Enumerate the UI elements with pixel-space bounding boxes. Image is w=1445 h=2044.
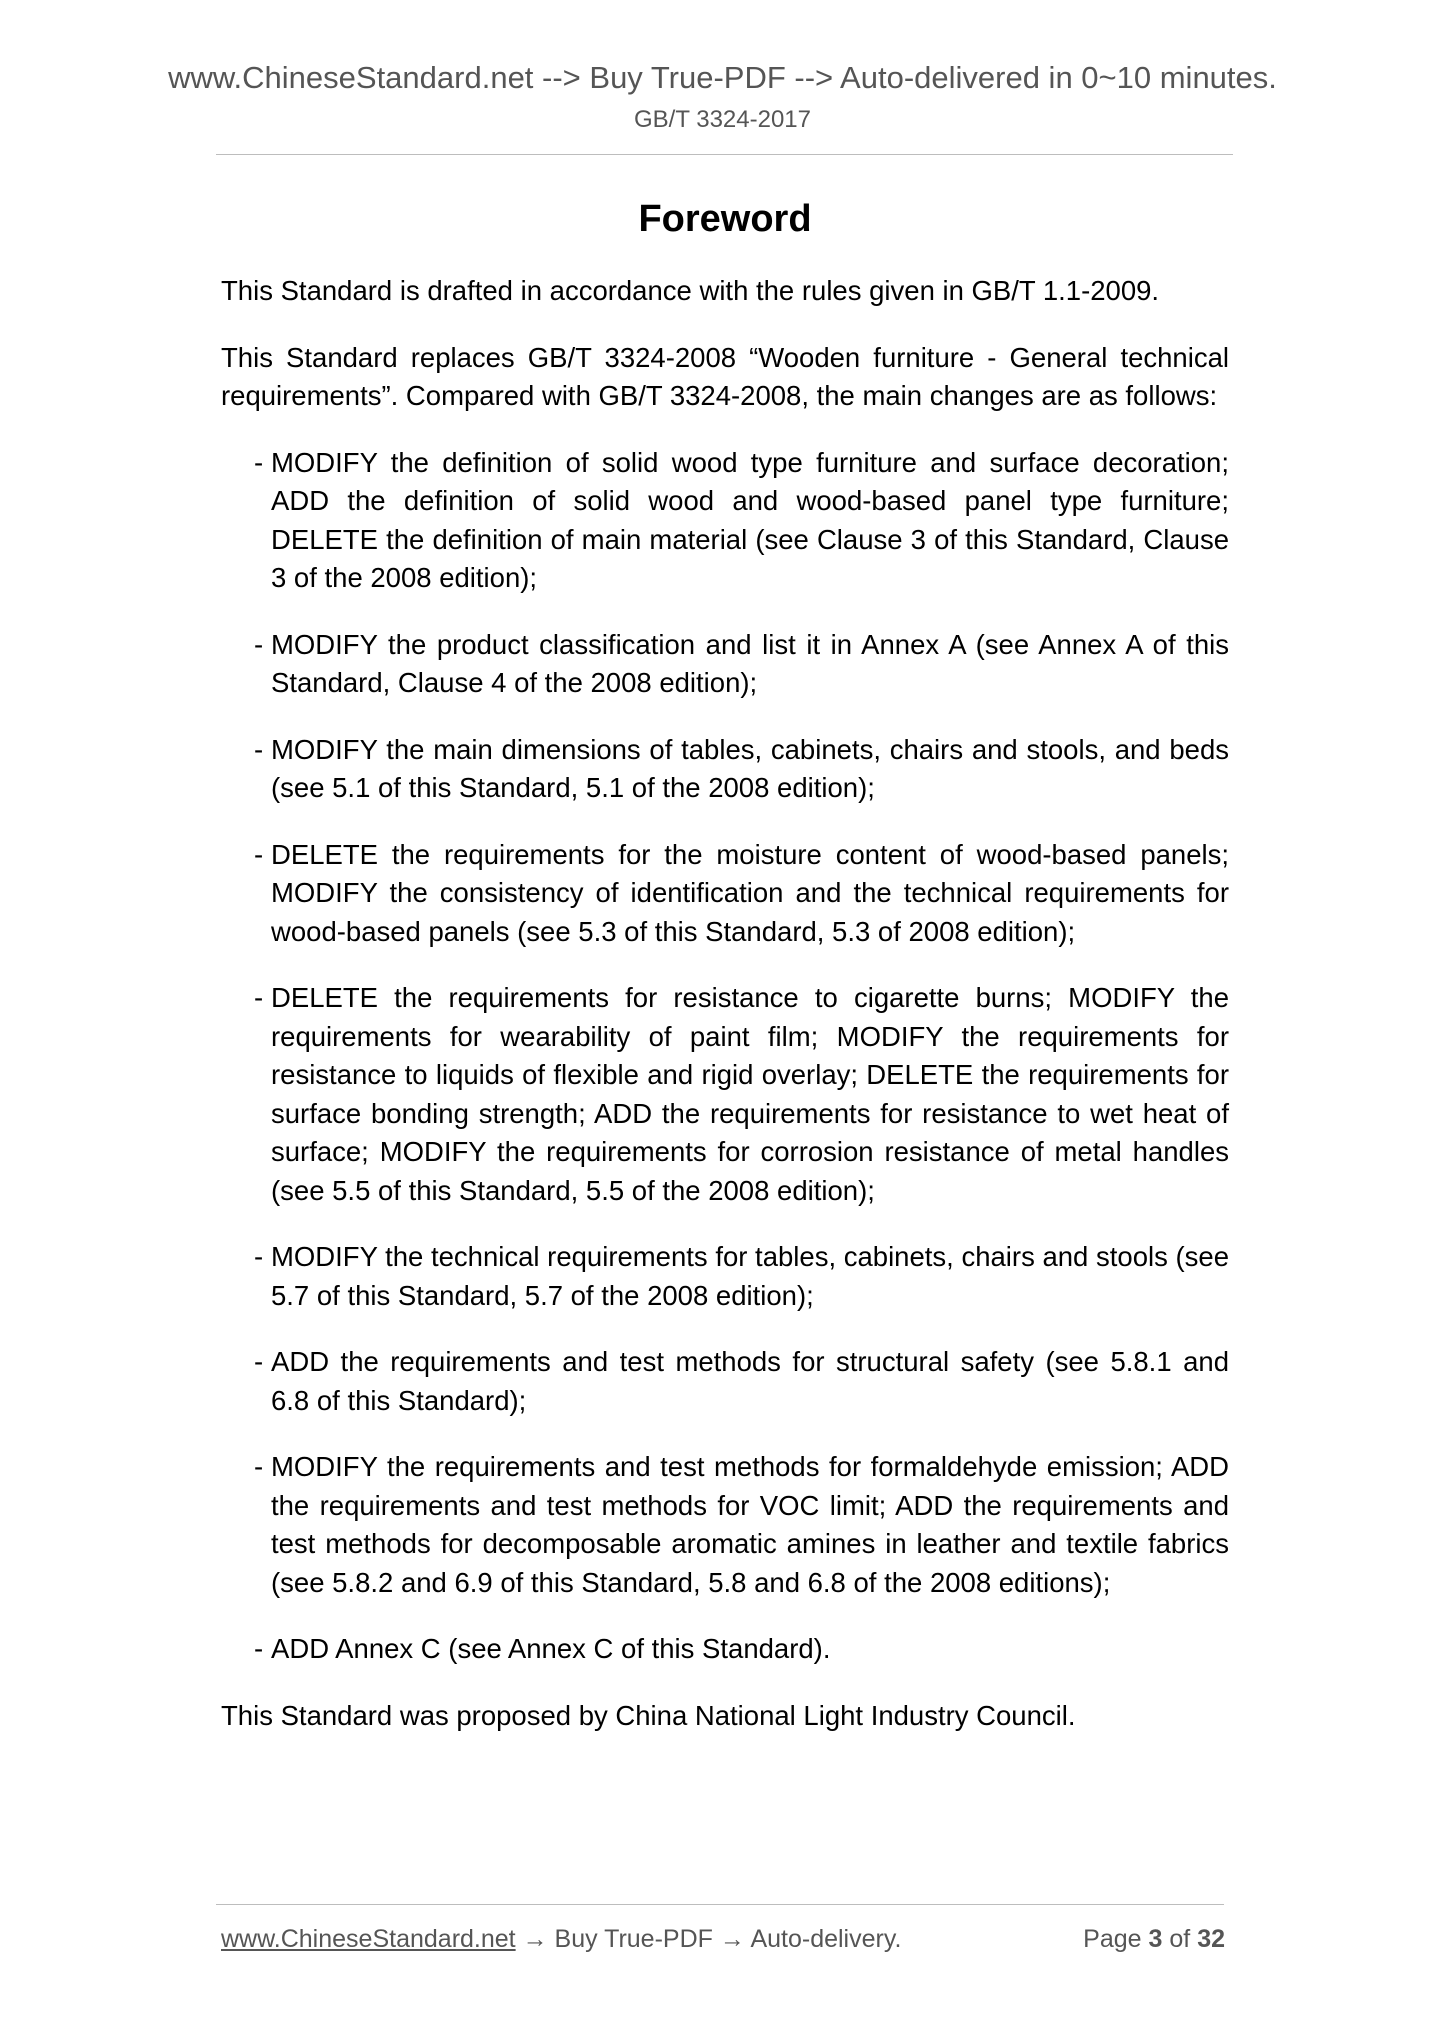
header-divider [216, 154, 1233, 155]
dash-bullet: - [254, 446, 264, 478]
footer-delivery-text: Auto-delivery. [750, 1925, 902, 1953]
list-item-text: MODIFY the definition of solid wood type furniture and surface decoration; ADD the definition of solid wood and wood-based panel type furniture; DELETE the definition of main material (see Clause 3 of this Standard, Clause 3 of the 2008 edition); [271, 446, 1229, 593]
list-item-text: ADD Annex C (see Annex C of this Standard). [271, 1633, 831, 1664]
list-item-text: ADD the requirements and test methods for structural safety (see 5.8.1 and 6.8 of this Standard); [271, 1346, 1229, 1416]
list-item [221, 1630, 1229, 1669]
list-item [221, 836, 1229, 952]
header-banner: www.ChineseStandard.net --> Buy True-PDF --> Auto-delivered in 0~10 minutes. [168, 60, 1277, 95]
standard-number: GB/T 3324-2017 [633, 106, 811, 133]
list-item [221, 444, 1229, 598]
dash-bullet: - [254, 628, 264, 660]
page-label: Page [1083, 1925, 1142, 1953]
dash-bullet: - [254, 1346, 264, 1377]
list-item [221, 731, 1229, 808]
list-item-text: DELETE the requirements for the moisture content of wood-based panels; MODIFY the consistency of identification and the technical requirements for wood-based panels (see 5.3 of this Standard, 5.3 of 2008 edition); [271, 838, 1229, 947]
page-total: 32 [1197, 1925, 1225, 1953]
drafting-paragraph: This Standard is drafted in accordance with the rules given in GB/T 1.1-2009. [221, 275, 1160, 306]
list-item [221, 1343, 1229, 1420]
list-item [221, 1238, 1229, 1315]
list-item-text: DELETE the requirements for resistance to cigarette burns; MODIFY the requirements for wearability of paint film; MODIFY the requirements for resistance to liquids of flexible and rigid overlay; DELETE the requirements for surface bonding strength; ADD the requirements for resistance to wet heat of surface; MODIFY the requirements for corrosion resistance of metal handles (see 5.5 of this Standard, 5.5 of the 2008 edition); [271, 982, 1229, 1206]
page-number [1083, 1922, 1225, 1956]
page-current: 3 [1148, 1925, 1163, 1953]
list-item-text: MODIFY the main dimensions of tables, cabinets, chairs and stools, and beds (see 5.1 of this Standard, 5.1 of the 2008 edition); [271, 733, 1229, 803]
dash-bullet: - [254, 1241, 264, 1272]
list-item-text: MODIFY the requirements and test methods for formaldehyde emission; ADD the requirements and test methods for VOC limit; ADD the requirements and test methods for decomposable aromatic amines in leather and textile fabrics (see 5.8.2 and 6.9 of this Standard, 5.8 and 6.8 of the 2008 editions); [271, 1451, 1229, 1598]
dash-bullet: - [254, 982, 264, 1013]
footer-links [221, 1922, 901, 1956]
document-body [221, 195, 1229, 1763]
dash-bullet: - [254, 1633, 264, 1664]
arrow-right-icon: → [522, 1925, 548, 1953]
changes-list [221, 444, 1229, 1669]
list-item-text: MODIFY the product classification and list it in Annex A (see Annex A of this Standard, Clause 4 of the 2008 edition); [271, 628, 1229, 698]
page-title: Foreword [638, 198, 812, 240]
proposed-paragraph: This Standard was proposed by China National Light Industry Council. [221, 1699, 1076, 1731]
list-item [221, 979, 1229, 1210]
dash-bullet: - [254, 733, 264, 765]
list-item [221, 1448, 1229, 1602]
footer-divider [216, 1904, 1224, 1905]
page-of-label: of [1169, 1925, 1191, 1953]
dash-bullet: - [254, 1451, 264, 1482]
website-link[interactable]: www.ChineseStandard.net [221, 1925, 516, 1953]
list-item-text: MODIFY the technical requirements for tables, cabinets, chairs and stools (see 5.7 of this Standard, 5.7 of the 2008 edition); [271, 1241, 1229, 1311]
footer-buy-text: Buy True-PDF [554, 1925, 713, 1953]
list-item [221, 626, 1229, 703]
arrow-right-icon: → [719, 1925, 745, 1953]
replaces-paragraph: This Standard replaces GB/T 3324-2008 “Wooden furniture - General technical requirements”. Compared with GB/T 3324-2008, the main changes are as follows: [221, 341, 1229, 411]
dash-bullet: - [254, 838, 264, 870]
